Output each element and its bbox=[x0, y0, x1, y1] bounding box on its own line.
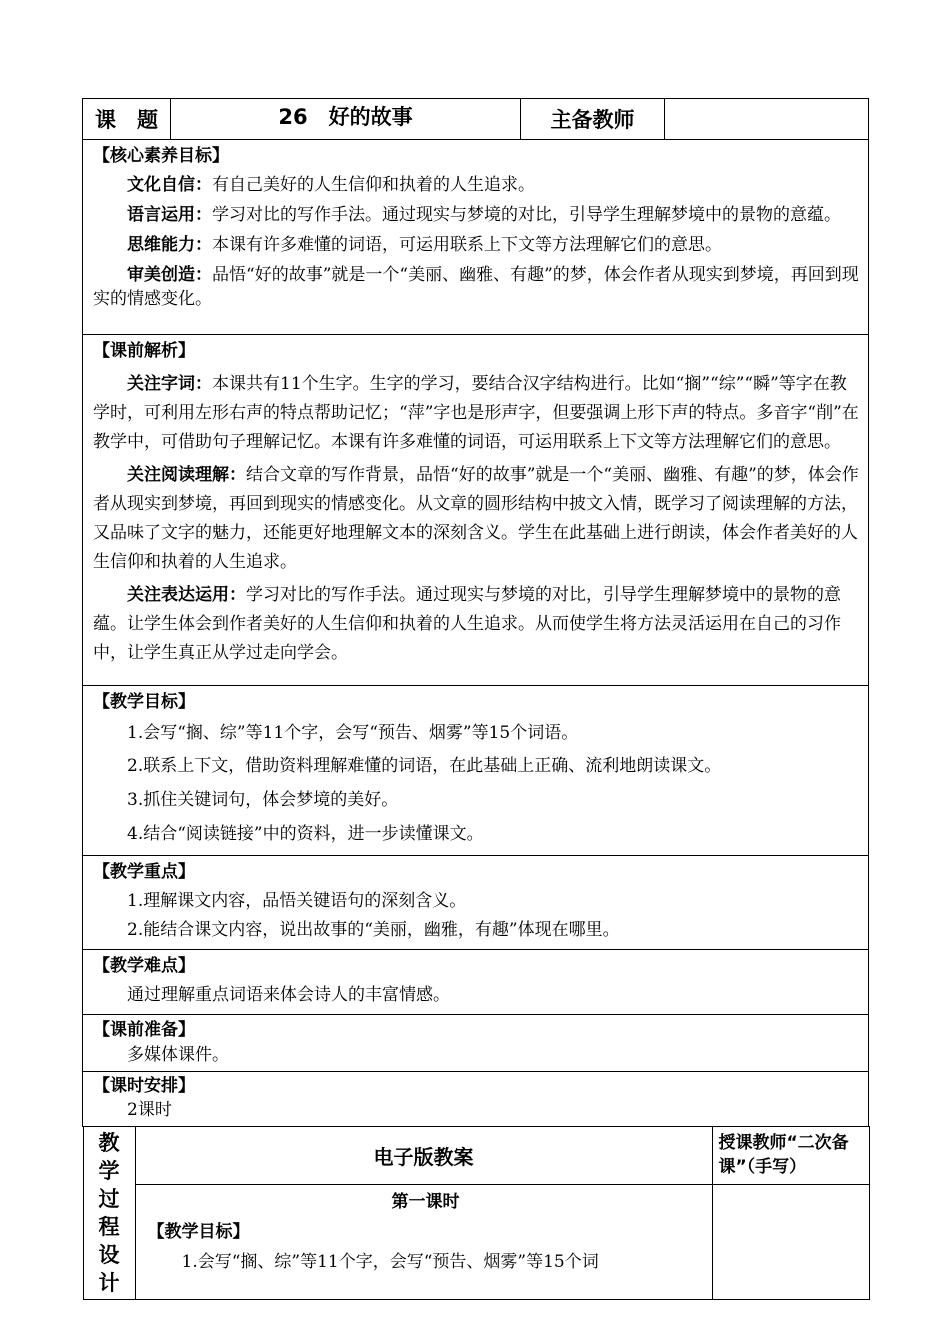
lesson-one-title: 第一课时 bbox=[391, 1191, 460, 1212]
teaching-goals-section bbox=[83, 686, 869, 856]
handwritten-notes-title: 授课教师“二次备课”（手写） bbox=[712, 1127, 869, 1185]
schedule-section bbox=[83, 1072, 869, 1127]
key-points-row bbox=[83, 856, 869, 950]
core-goals-heading: 【核心素养目标】 bbox=[93, 146, 229, 166]
core-goals-row bbox=[83, 140, 869, 335]
key-point-item: 1.理解课文内容，品悟关键语句的深刻含义。 bbox=[127, 891, 467, 911]
analysis-item: 关注字词：本课共有11个生字。生字的学习，要结合汉字结构进行。比如“搁”“综”“瞬”等字在教学时，可利用左形右声的特点帮助记忆；“萍”字也是形声字，但要强调上形下声的特点。多音字“削”在教学中，可借助句子理解记忆。本课有许多难懂的词语，可运用联系上下文等方法理解它们的意思。 bbox=[93, 374, 859, 452]
header-row bbox=[83, 99, 869, 140]
goal-item: 2.联系上下文，借助资料理解难懂的词语，在此基础上正确、流利地朗读课文。 bbox=[127, 756, 722, 776]
process-side-label: 教 学 过 程 设 计 bbox=[83, 1127, 135, 1300]
key-points-section bbox=[83, 856, 869, 950]
analysis-item: 关注阅读理解：结合文章的写作背景，品悟“好的故事”就是一个“美丽、幽雅、有趣”的梦，体会作者从现实到梦境，再回到现实的情感变化。从文章的圆形结构中披文入情，既学习了阅读理解的方法，又品味了文字的魅力，还能更好地理解文本的深刻含义。学生在此基础上进行朗读，体会作者美好的人生信仰和执着的人生追求。 bbox=[93, 465, 859, 572]
topic-title: 26 好的故事 bbox=[171, 99, 521, 140]
lesson-plan-page bbox=[82, 98, 868, 1300]
analysis-section bbox=[83, 335, 869, 686]
goal-item: 1.会写“搁、综”等11个字，会写“预告、烟雾”等15个词语。 bbox=[127, 723, 579, 743]
lesson-one-content bbox=[135, 1184, 712, 1299]
core-item: 思维能力：本课有许多难懂的词语，可运用联系上下文等方法理解它们的意思。 bbox=[127, 235, 722, 255]
teacher-value bbox=[665, 99, 869, 140]
difficulty-row bbox=[83, 950, 869, 1015]
core-item: 文化自信：有自己美好的人生信仰和执着的人生追求。 bbox=[127, 175, 535, 195]
preparation-row bbox=[83, 1015, 869, 1072]
teaching-goals-row bbox=[83, 686, 869, 856]
teaching-goals-heading: 【教学目标】 bbox=[93, 692, 195, 712]
lesson-plan-table bbox=[82, 98, 869, 1300]
preparation-section bbox=[83, 1015, 869, 1072]
electronic-plan-title: 电子版教案 bbox=[135, 1127, 712, 1185]
handwritten-notes-area bbox=[712, 1184, 869, 1299]
schedule-heading: 【课时安排】 bbox=[93, 1076, 195, 1096]
key-point-item: 2.能结合课文内容，说出故事的“美丽，幽雅，有趣”体现在哪里。 bbox=[127, 920, 620, 940]
topic-label: 课 题 bbox=[83, 99, 171, 140]
schedule-row bbox=[83, 1072, 869, 1127]
core-item: 语言运用：学习对比的写作手法。通过现实与梦境的对比，引导学生理解梦境中的景物的意蕴。 bbox=[127, 205, 841, 225]
core-goals-section bbox=[83, 140, 869, 335]
teacher-label: 主备教师 bbox=[521, 99, 665, 140]
process-row bbox=[83, 1127, 869, 1301]
schedule-text: 2课时 bbox=[127, 1100, 172, 1120]
core-item: 审美创造：品悟“好的故事”就是一个“美丽、幽雅、有趣”的梦，体会作者从现实到梦境，再回到现实的情感变化。 bbox=[93, 265, 859, 309]
difficulty-section bbox=[83, 950, 869, 1015]
analysis-row bbox=[83, 335, 869, 686]
preparation-heading: 【课前准备】 bbox=[93, 1020, 195, 1040]
goal-item: 3.抓住关键词句，体会梦境的美好。 bbox=[127, 790, 399, 810]
analysis-item: 关注表达运用：学习对比的写作手法。通过现实与梦境的对比，引导学生理解梦境中的景物的意蕴。让学生体会到作者美好的人生信仰和执着的人生追求。从而使学生将方法灵活运用在自己的习作中，让学生真正从学过走向学会。 bbox=[93, 585, 841, 663]
lesson-one-goal-heading: 【教学目标】 bbox=[147, 1221, 250, 1242]
analysis-heading: 【课前解析】 bbox=[93, 341, 195, 361]
difficulty-text: 通过理解重点词语来体会诗人的丰富情感。 bbox=[127, 985, 450, 1005]
lesson-one-goal-line: 1.会写“搁、综”等11个字，会写“预告、烟雾”等15个词 bbox=[181, 1251, 599, 1272]
preparation-text: 多媒体课件。 bbox=[127, 1045, 229, 1065]
key-points-heading: 【教学重点】 bbox=[93, 862, 195, 882]
goal-item: 4.结合“阅读链接”中的资料，进一步读懂课文。 bbox=[127, 824, 484, 844]
difficulty-heading: 【教学难点】 bbox=[93, 956, 195, 976]
